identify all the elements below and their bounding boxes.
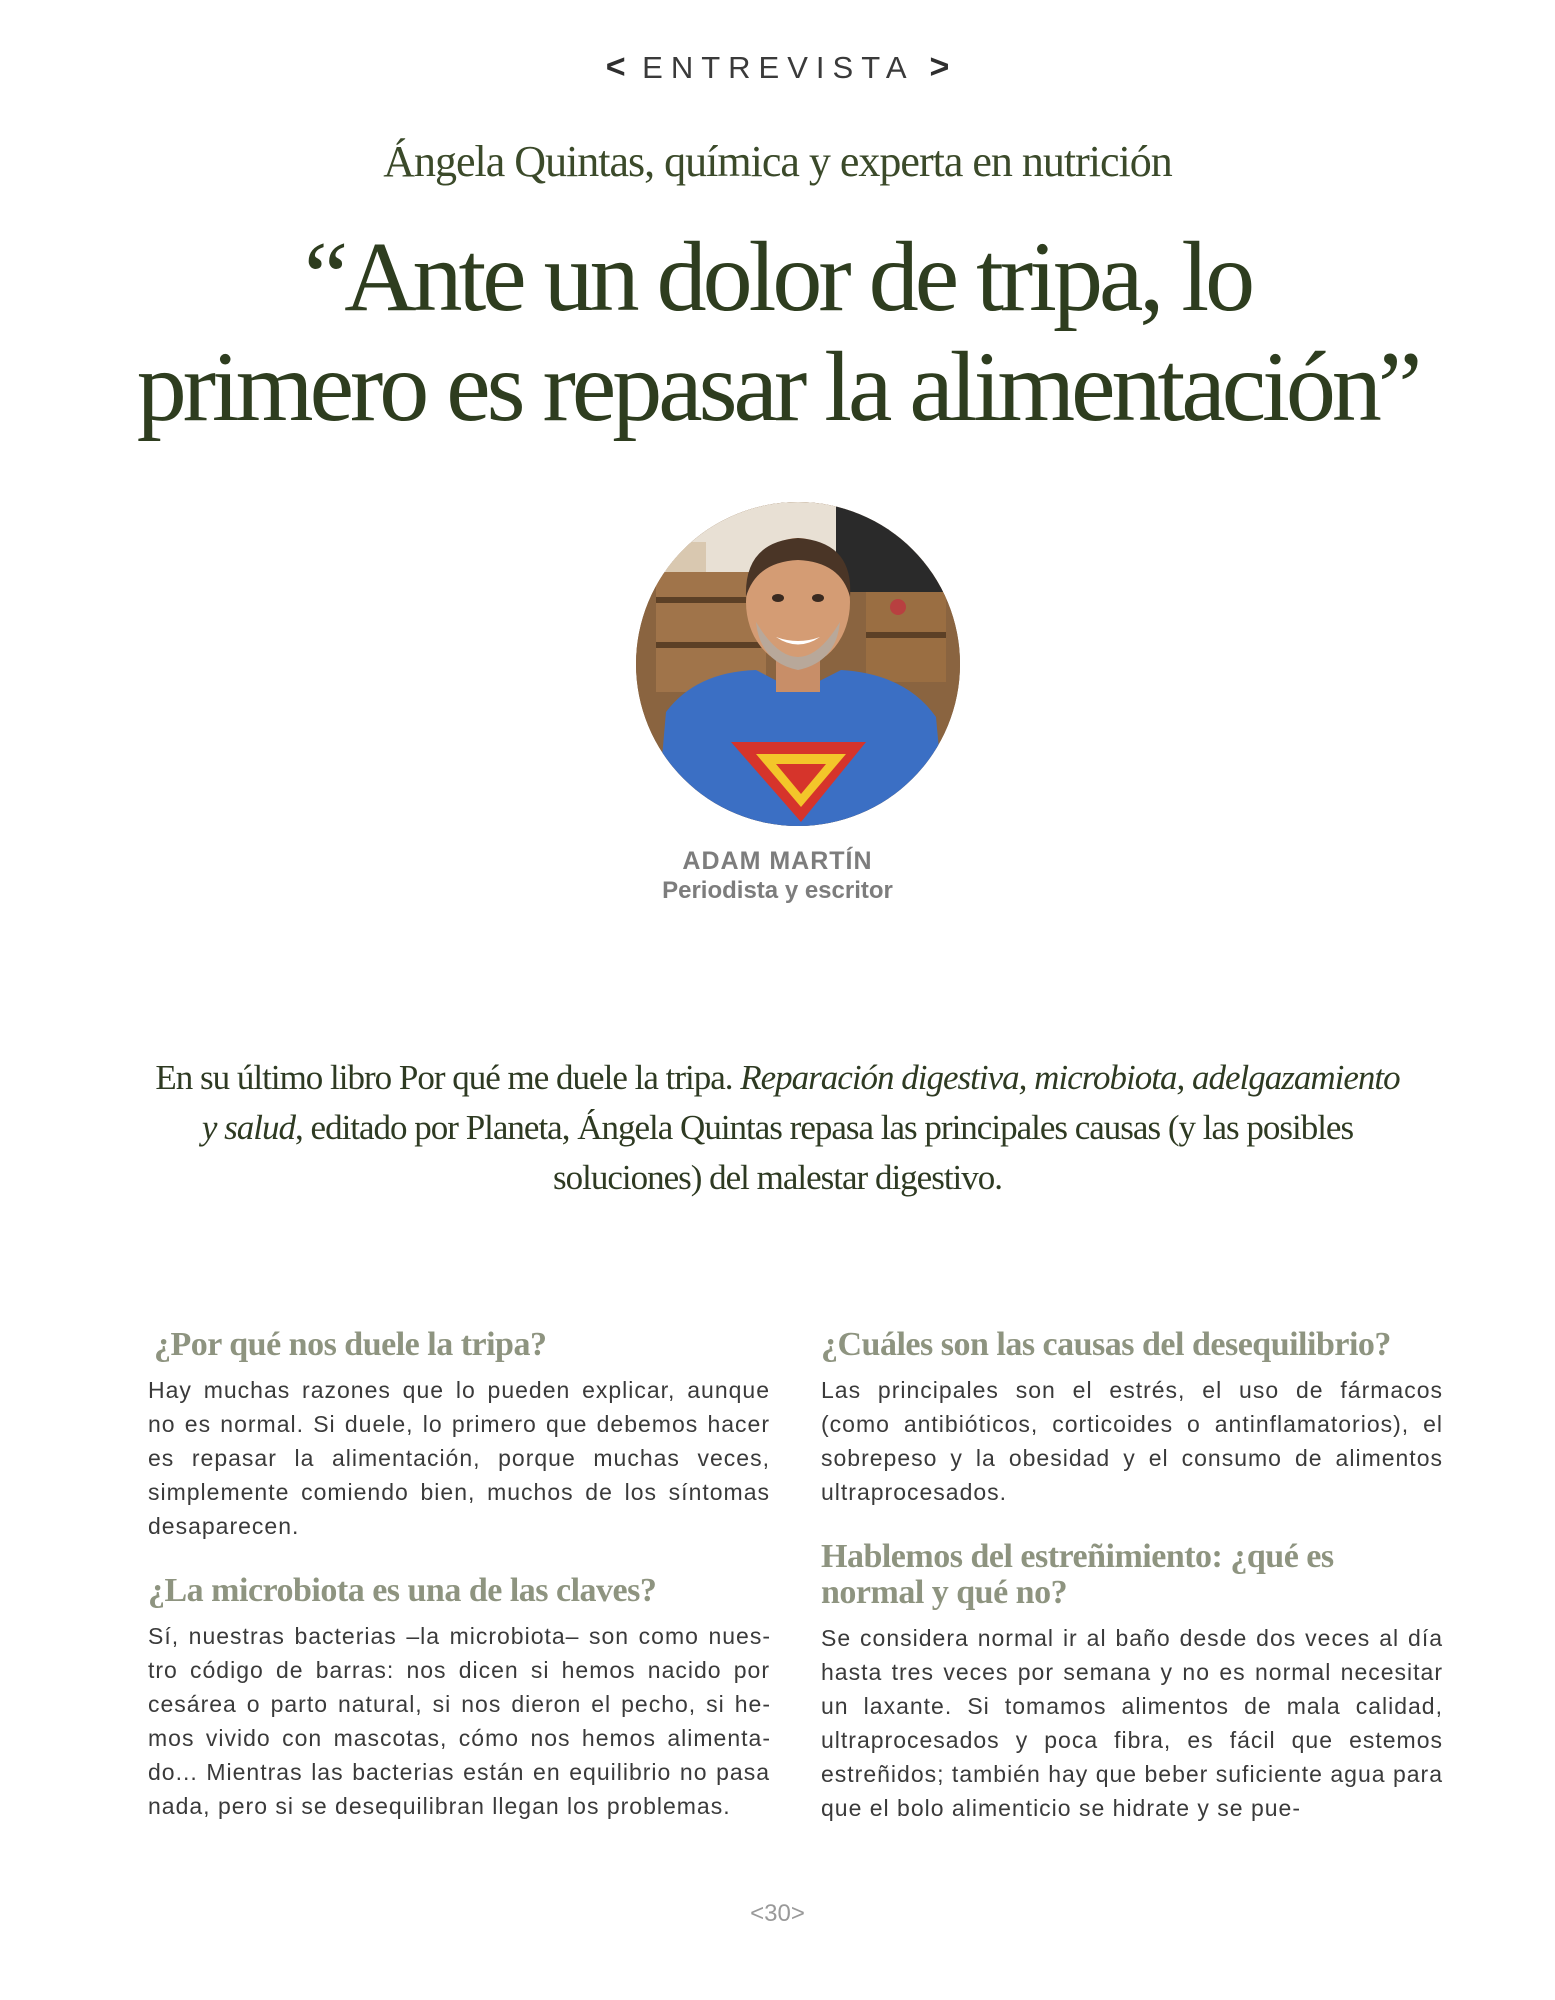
headline-line-1: “Ante un dolor de tripa, lo <box>303 221 1252 332</box>
page-number-value: 30 <box>764 1900 791 1927</box>
question-heading: Hablemos del estreñimiento: ¿qué es normal y qué no? <box>821 1538 1334 1611</box>
page-number <box>0 1900 1555 1928</box>
author-name: ADAM MARTÍN <box>682 847 873 875</box>
answer-paragraph: Se considera normal ir al baño desde dos veces al día hasta tres veces por semana y no es normal necesitar un laxante. Si tomamos alimentos de mala calidad, ultraprocesados y poca fibra, es fácil que estemos estreñidos; también hay que beber suficiente agua para que el bolo alimenticio se hidrate y se pue- <box>821 1625 1443 1821</box>
question-heading: ¿La microbiota es una de las claves? <box>148 1572 657 1609</box>
author-photo-illustration <box>636 502 960 826</box>
author-photo <box>636 502 960 826</box>
lead-text-1: En su último libro Por qué me duele la tripa. <box>155 1058 741 1097</box>
lead-book-subtitle: Reparación digestiva, microbiota, adelgazamiento y salud <box>201 1058 1400 1147</box>
page-chevron-right-icon: > <box>790 1900 805 1927</box>
question-heading: ¿Cuáles son las causas del desequilibrio? <box>821 1326 1391 1363</box>
right-column <box>821 1327 1443 1855</box>
headline-line-2: primero es repasar la alimentación” <box>136 331 1419 442</box>
section-tag <box>0 48 1555 87</box>
lead-paragraph <box>150 1053 1405 1203</box>
left-column <box>148 1327 770 1853</box>
lead-text-2: , editado por Planeta, Ángela Quintas repasa las principales causas (y las posibles soluciones) del malestar digestivo. <box>295 1108 1354 1197</box>
author-role: Periodista y escritor <box>662 877 893 904</box>
section-label: ENTREVISTA <box>642 50 913 85</box>
answer-paragraph: Las principales son el estrés, el uso de fármacos (como antibióticos, corticoides o antinflamatorios), el sobrepeso y la obesidad y el consumo de alimentos ultraprocesados. <box>821 1377 1443 1505</box>
page-chevron-left-icon: < <box>750 1900 765 1927</box>
chevron-right-icon: > <box>929 48 950 86</box>
answer-paragraph: Sí, nuestras bacterias –la microbiota– son como nuestro código de barras: nos dicen si hemos nacido por cesárea o parto natural, si nos dieron el pecho, si hemos vivido con mascotas, cómo nos hemos alimentado... Mientras las bacterias están en equilibrio no pasa nada, pero si se desequilibran llegan los problemas. <box>148 1623 770 1819</box>
chevron-left-icon: < <box>605 48 626 86</box>
question-heading: ¿Por qué nos duele la tripa? <box>154 1326 547 1363</box>
kicker: Ángela Quintas, química y experta en nutrición <box>383 137 1172 186</box>
headline <box>80 222 1475 442</box>
answer-paragraph: Hay muchas razones que lo pueden explicar, aunque no es normal. Si duele, lo primero que debemos hacer es repasar la alimentación, porque muchas veces, simplemente comiendo bien, muchos de los síntomas desaparecen. <box>148 1377 770 1539</box>
